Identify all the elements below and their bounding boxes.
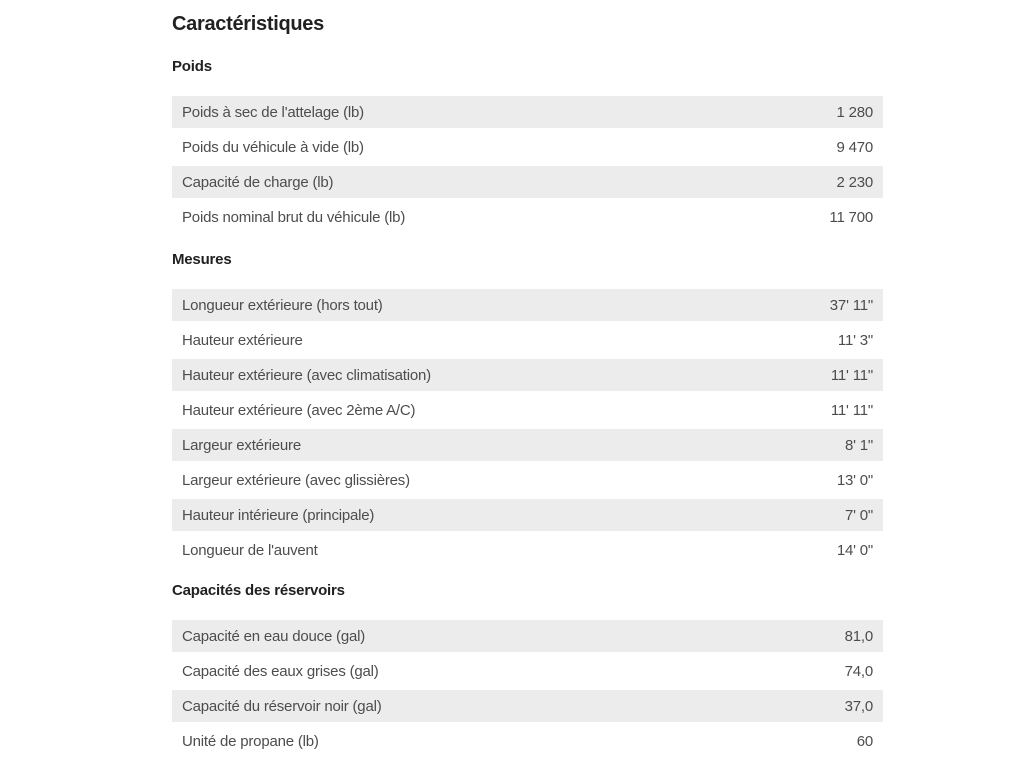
table-row [172,429,883,461]
specs-table-capacites [172,620,883,757]
spec-label: Longueur de l'auvent [182,541,318,559]
spec-value: 8' 1" [844,436,873,454]
table-row [172,96,883,128]
spec-value: 37,0 [844,697,873,715]
spec-value: 9 470 [836,138,873,156]
spec-label: Largeur extérieure (avec glissières) [182,471,410,489]
spec-label: Capacité en eau douce (gal) [182,627,366,645]
table-row [172,655,883,687]
table-row [172,166,883,198]
spec-label: Hauteur extérieure (avec 2ème A/C) [182,401,416,419]
spec-label: Poids du véhicule à vide (lb) [182,138,364,156]
table-row [172,620,883,652]
spec-value: 2 230 [836,173,873,191]
table-row [172,499,883,531]
spec-value: 60 [856,732,873,750]
specs-table-poids [172,96,883,233]
specs-content [172,12,883,760]
page-title: Caractéristiques [172,13,324,35]
table-row [172,131,883,163]
spec-value: 81,0 [844,627,873,645]
table-row [172,289,883,321]
spec-label: Hauteur extérieure [182,331,303,349]
table-row [172,359,883,391]
spec-label: Poids nominal brut du véhicule (lb) [182,208,406,226]
spec-value: 14' 0" [836,541,873,559]
spec-value: 7' 0" [844,506,873,524]
spec-label: Unité de propane (lb) [182,732,319,750]
spec-label: Poids à sec de l'attelage (lb) [182,103,364,121]
table-row [172,690,883,722]
spec-value: 11' 11" [830,366,873,384]
spec-value: 11 700 [829,208,873,226]
spec-value: 1 280 [836,103,873,121]
specs-table-mesures [172,289,883,566]
spec-value: 11' 11" [830,401,873,419]
table-row [172,464,883,496]
spec-label: Capacité de charge (lb) [182,173,334,191]
section-heading-capacites: Capacités des réservoirs [172,582,345,599]
spec-label: Hauteur intérieure (principale) [182,506,375,524]
table-row [172,201,883,233]
spec-label: Capacité des eaux grises (gal) [182,662,379,680]
table-row [172,324,883,356]
section-heading-mesures: Mesures [172,251,232,268]
spec-label: Hauteur extérieure (avec climatisation) [182,366,431,384]
spec-label: Longueur extérieure (hors tout) [182,296,383,314]
spec-value: 13' 0" [836,471,873,489]
section-heading-poids: Poids [172,58,212,75]
table-row [172,725,883,757]
table-row [172,534,883,566]
spec-value: 11' 3" [837,331,873,349]
spec-label: Largeur extérieure [182,436,301,454]
spec-value: 37' 11" [829,296,873,314]
spec-value: 74,0 [844,662,873,680]
table-row [172,394,883,426]
spec-label: Capacité du réservoir noir (gal) [182,697,382,715]
